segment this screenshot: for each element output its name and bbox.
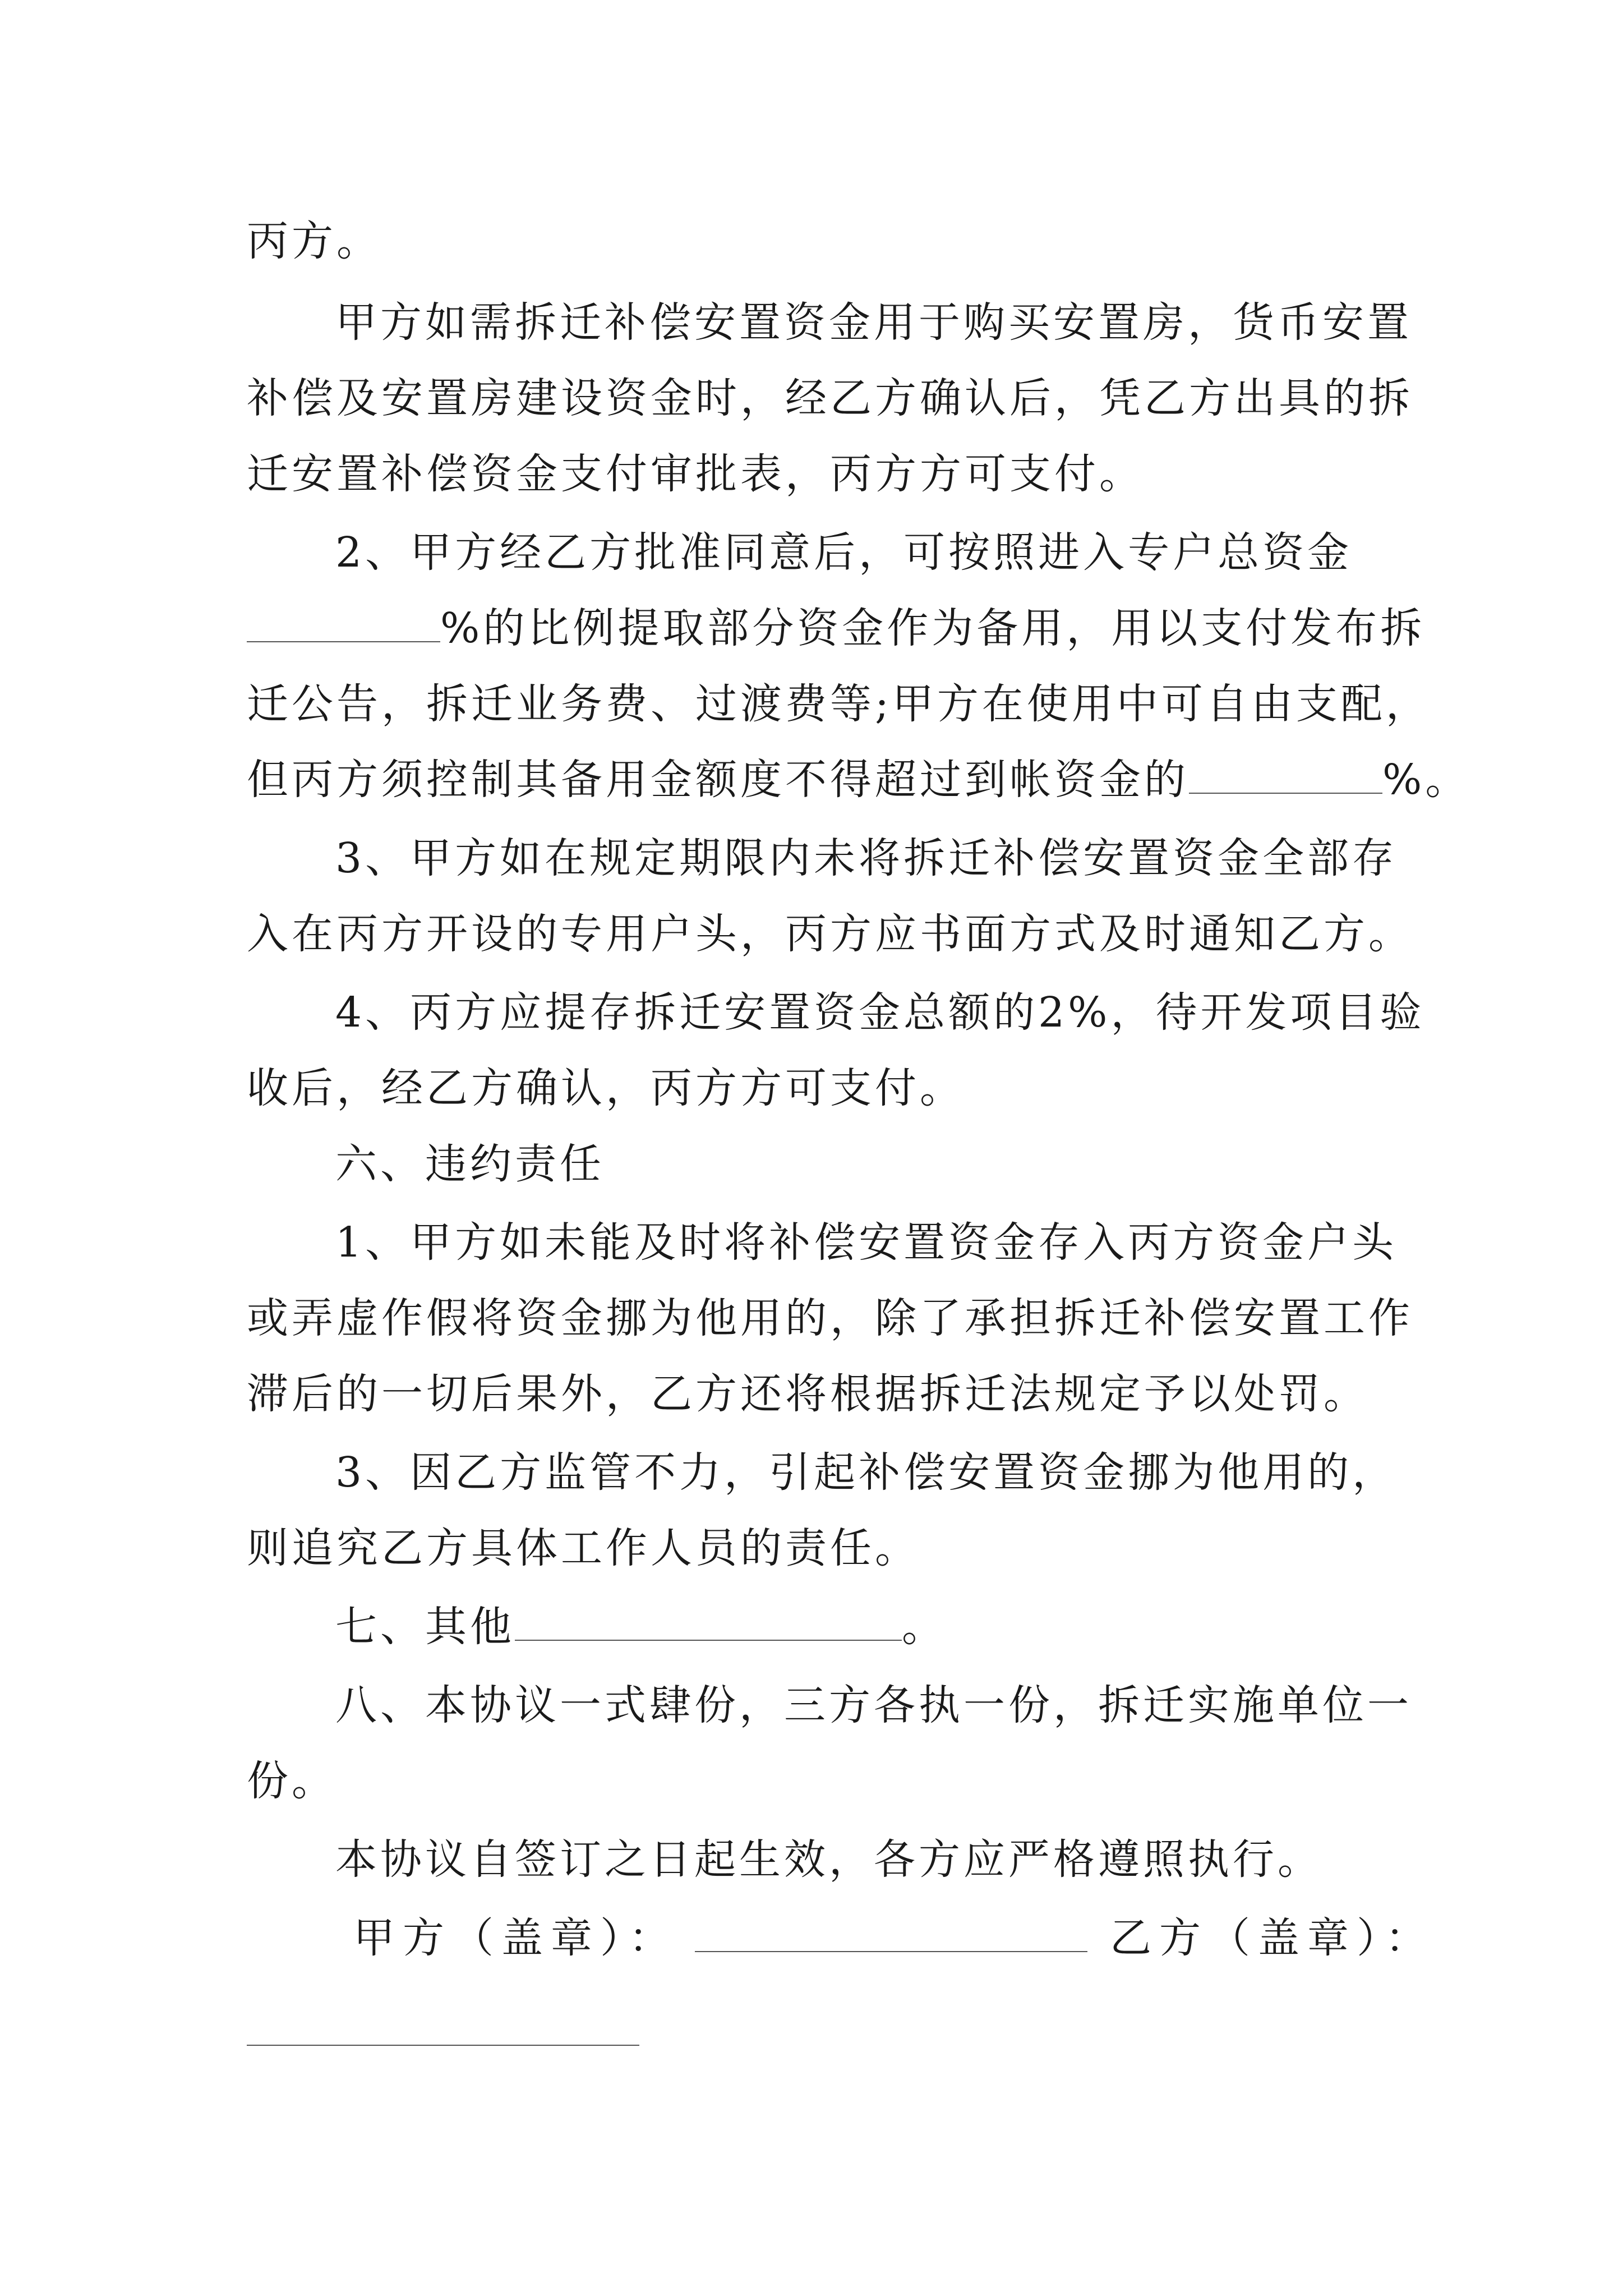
text-line — [335, 1677, 1412, 1733]
line-text: 迁安置补偿资金支付审批表，丙方方可支付。 — [247, 450, 1144, 498]
line-text: 3、甲方如在规定期限内未将拆迁补偿安置资金全部存 — [335, 834, 1398, 882]
fill-blank — [1189, 753, 1382, 794]
party-b-seal-label: 乙方（盖章）： — [1110, 1914, 1435, 1962]
line-text: 4、丙方应提存拆迁安置资金总额的2%，待开发项目验 — [335, 988, 1425, 1037]
fill-blank — [515, 1600, 902, 1641]
text-line — [335, 1832, 1322, 1888]
party-a-seal-label: 甲方（盖章）： — [353, 1914, 678, 1962]
line-text: 则追究乙方具体工作人员的责任。 — [247, 1524, 920, 1572]
line-text: 七、其他 — [335, 1603, 515, 1651]
text-line — [247, 1060, 965, 1116]
line-text: 丙方。 — [247, 217, 381, 265]
text-line — [247, 1520, 920, 1576]
line-text: 。 — [902, 1603, 947, 1651]
line-text: 补偿及安置房建设资金时，经乙方确认后，凭乙方出具的拆 — [247, 374, 1413, 422]
party-b-seal-blank — [247, 2045, 639, 2046]
text-line — [247, 752, 1470, 808]
line-text: 收后，经乙方确认，丙方方可支付。 — [247, 1064, 965, 1112]
line-text: 1、甲方如未能及时将补偿安置资金存入丙方资金户头 — [335, 1218, 1398, 1267]
party-a-seal-blank — [695, 1912, 1087, 1952]
text-line — [247, 213, 381, 269]
line-text: %。 — [1382, 756, 1470, 804]
line-text: 迁公告，拆迁业务费、过渡费等;甲方在使用中可自由支配， — [247, 680, 1431, 728]
line-text: 但丙方须控制其备用金额度不得超过到帐资金的 — [247, 756, 1189, 804]
fill-blank — [247, 602, 440, 642]
line-text: 3、因乙方监管不力，引起补偿安置资金挪为他用的， — [335, 1448, 1398, 1497]
text-line — [335, 830, 1397, 886]
text-line — [335, 984, 1424, 1041]
line-text: 甲方如需拆迁补偿安置资金用于购买安置房，货币安置 — [335, 298, 1412, 347]
line-text: 八、本协议一式肆份，三方各执一份，拆迁实施单位一 — [335, 1681, 1412, 1729]
text-line — [335, 1214, 1397, 1271]
text-line — [247, 446, 1144, 502]
section-heading — [335, 1599, 947, 1655]
text-line — [247, 370, 1413, 426]
text-line — [247, 1366, 1368, 1422]
section-heading — [335, 1136, 605, 1192]
line-text: %的比例提取部分资金作为备用，用以支付发布拆 — [440, 604, 1426, 652]
line-text: 份。 — [247, 1757, 336, 1805]
text-line — [335, 524, 1352, 581]
text-line — [247, 676, 1431, 732]
line-text: 六、违约责任 — [335, 1140, 605, 1188]
text-line — [247, 1753, 336, 1809]
line-text: 滞后的一切后果外，乙方还将根据拆迁法规定予以处罚。 — [247, 1370, 1368, 1418]
line-text: 入在丙方开设的专用户头，丙方应书面方式及时通知乙方。 — [247, 910, 1413, 958]
text-line — [335, 1444, 1397, 1501]
line-text: 2、甲方经乙方批准同意后，可按照进入专户总资金 — [335, 528, 1353, 577]
text-line — [247, 1290, 1413, 1346]
signature-row — [353, 1910, 1435, 1966]
text-line — [247, 906, 1413, 962]
text-line — [335, 295, 1412, 351]
line-text: 本协议自签订之日起生效，各方应严格遵照执行。 — [335, 1835, 1322, 1884]
line-text: 或弄虚作假将资金挪为他用的，除了承担拆迁补偿安置工作 — [247, 1294, 1413, 1342]
text-line — [247, 600, 1425, 656]
